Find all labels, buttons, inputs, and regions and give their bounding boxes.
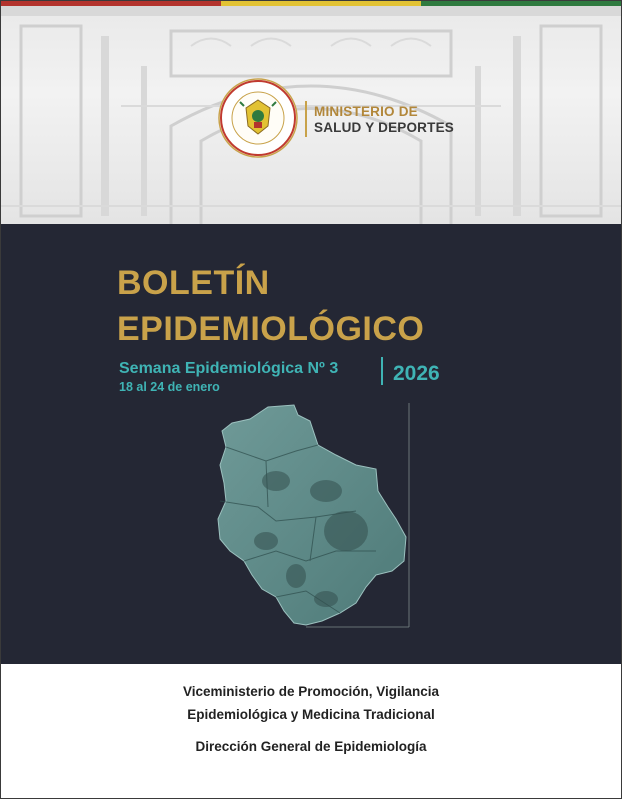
ministry-line-1: MINISTERIO DE — [314, 104, 418, 119]
year-divider — [381, 357, 383, 385]
title-line-2: EPIDEMIOLÓGICO — [117, 310, 425, 348]
bolivia-map-illustration — [206, 401, 421, 629]
ministry-divider — [305, 101, 307, 137]
ministry-line-2: SALUD Y DEPORTES — [314, 120, 454, 135]
footer-panel — [1, 664, 621, 798]
building-interior-image — [1, 6, 621, 224]
epi-week: Semana Epidemiológica Nº 3 — [119, 360, 339, 377]
year: 2026 — [393, 362, 440, 385]
header-banner — [1, 6, 621, 224]
vice-ministry-line-1: Viceministerio de Promoción, Vigilancia — [182, 684, 440, 699]
directorate-name: Dirección General de Epidemiología — [195, 739, 427, 754]
ministry-name — [314, 104, 454, 136]
vice-ministry-line-2: Epidemiológica y Medicina Tradicional — [187, 707, 435, 722]
epi-week-dates: 18 al 24 de enero — [119, 380, 220, 394]
bulletin-title — [117, 260, 424, 352]
title-line-1: BOLETÍN — [117, 264, 270, 302]
presidency-seal-logo — [218, 78, 298, 158]
